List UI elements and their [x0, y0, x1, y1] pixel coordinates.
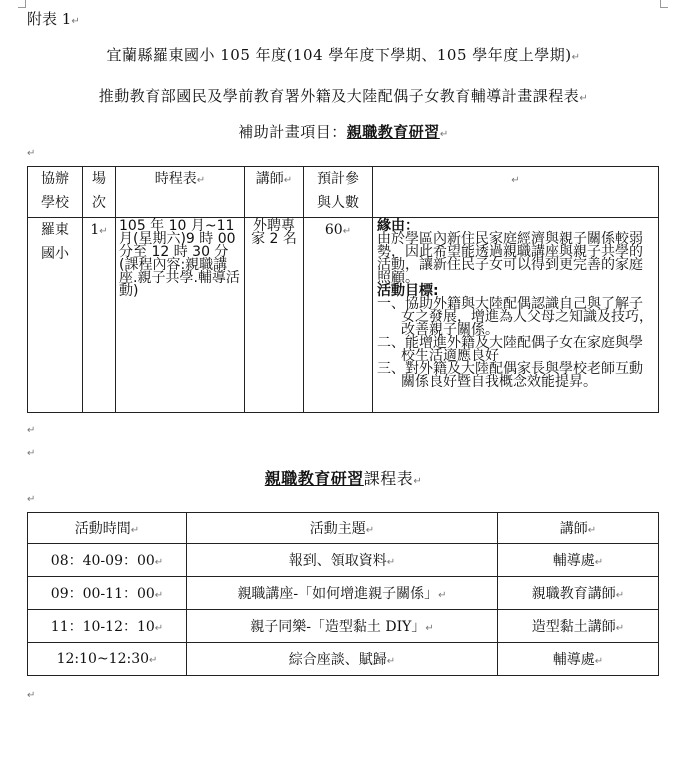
header-teacher: 講師↵ — [245, 167, 304, 218]
page-corner-mark — [660, 0, 668, 8]
page-corner-mark — [18, 0, 26, 8]
header-lecturer: 講師↵ — [498, 513, 659, 544]
cell-time: 09：00-11：00↵ — [28, 577, 187, 610]
paragraph-mark: ↵ — [27, 494, 36, 505]
goal-item: 三、對外籍及大陸配偶家長與學校老師互動關係良好暨自我概念效能提昇。 — [377, 361, 643, 390]
cell-topic: 親子同樂-「造型黏土 DIY」↵ — [187, 610, 498, 643]
cell-time: 12:10~12:30↵ — [28, 643, 187, 676]
goal-item: 一、協助外籍與大陸配偶認識自己與了解子女之發展，增進為人父母之知識及技巧，改善親子關係。 — [377, 296, 653, 338]
course-table-header-row — [28, 513, 659, 544]
cell-time: 08：40-09：00↵ — [28, 544, 187, 577]
header-school: 協辦 學校 — [28, 167, 83, 218]
paragraph-mark: ↵ — [27, 690, 36, 701]
cell-topic: 綜合座談、賦歸↵ — [187, 643, 498, 676]
reason-text: 由於學區內新住民家庭經濟與親子關係較弱勢，因此希望能透過親職講座與親子共學的活動，讓新住民子女可以得到更完善的家庭照顧。 — [377, 231, 643, 286]
cell-lecturer: 造型黏土講師↵ — [498, 610, 659, 643]
paragraph-mark: ↵ — [27, 425, 36, 436]
plan-table-header-row — [28, 167, 659, 218]
cell-lecturer: 輔導處↵ — [498, 544, 659, 577]
annex-label: 附表 1↵ — [27, 10, 80, 28]
project-name: 親職教育研習 — [346, 123, 440, 141]
cell-participants: 60↵ — [304, 218, 373, 413]
document-title-line1: 宜蘭縣羅東國小 105 年度(104 學年度下學期、105 學年度上學期)↵ — [106, 46, 581, 64]
header-blank: ↵ — [373, 167, 659, 218]
header-activity-topic: 活動主題↵ — [187, 513, 498, 544]
cell-school: 羅東 國小 — [28, 218, 83, 413]
header-participants: 預計參 與人數 — [304, 167, 373, 218]
header-activity-time: 活動時間↵ — [28, 513, 187, 544]
cell-schedule: 105 年 10 月~11 月(星期六)9 時 00 分至 12 時 30 分(課程內容:親職講座.親子共學.輔導活動) — [116, 218, 245, 413]
cell-teacher: 外聘專家 2 名 — [245, 218, 304, 413]
plan-table — [27, 166, 659, 413]
paragraph-mark: ↵ — [27, 448, 36, 459]
course-table-row — [28, 577, 659, 610]
course-table-row — [28, 643, 659, 676]
course-table-title: 親職教育研習課程表↵ — [264, 469, 423, 488]
project-line: 補助計畫項目：親職教育研習↵ — [238, 123, 449, 141]
cell-description — [373, 218, 659, 413]
course-table-row — [28, 544, 659, 577]
goal-item: 二、能增進外籍及大陸配偶子女在家庭與學校生活適應良好 — [377, 335, 643, 364]
cell-topic: 親職講座-「如何增進親子關係」↵ — [187, 577, 498, 610]
cell-time: 11：10-12：10↵ — [28, 610, 187, 643]
cell-lecturer: 親職教育講師↵ — [498, 577, 659, 610]
cell-topic: 報到、領取資料↵ — [187, 544, 498, 577]
cell-sessions: 1↵ — [83, 218, 116, 413]
course-title-name: 親職教育研習 — [264, 469, 364, 488]
plan-table-row — [28, 218, 659, 413]
goals-label: 活動目標: — [377, 283, 439, 299]
document-title-line2: 推動教育部國民及學前教育署外籍及大陸配偶子女教育輔導計畫課程表↵ — [98, 87, 589, 105]
header-schedule: 時程表↵ — [116, 167, 245, 218]
paragraph-mark: ↵ — [27, 148, 36, 159]
reason-label: 緣由： — [377, 218, 419, 234]
course-table-row — [28, 610, 659, 643]
cell-lecturer: 輔導處↵ — [498, 643, 659, 676]
header-sessions: 場 次 — [83, 167, 116, 218]
course-table — [27, 512, 659, 676]
